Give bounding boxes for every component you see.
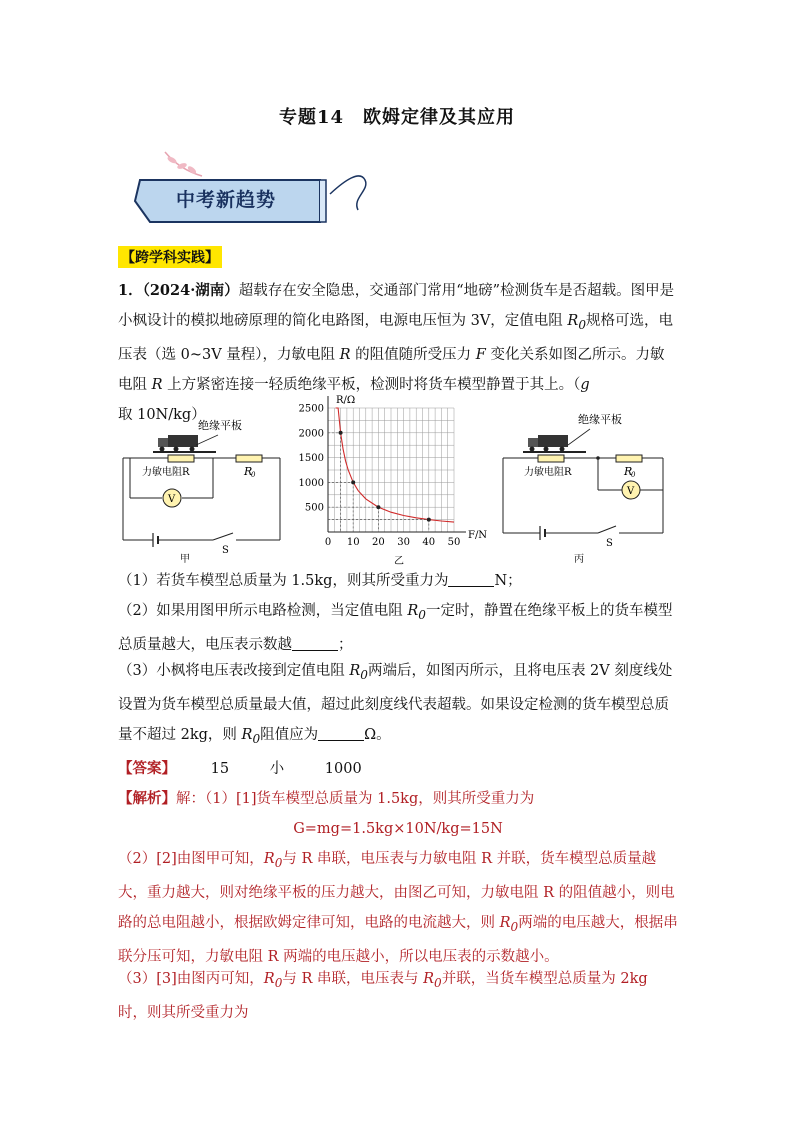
truck-icon [158,435,198,452]
analysis-part-3: （3）[3]由图丙可知，$R_0$与 R 串联，电压表与 $R_0$并联，当货车模型总质量为 2kg 时，则其所受重力为 [118,971,648,1021]
answer-blank [318,726,364,741]
voltmeter-icon: V [627,486,635,497]
analysis-formula: G=mg=1.5kg×10N/kg=15N [293,821,503,837]
voltmeter-icon: V [168,494,176,505]
sub-question-1: （1）若货车模型总质量为 1.5kg，则其所受重力为 N； [118,573,522,589]
svg-text:R: R [624,465,633,478]
svg-text:S: S [606,538,613,549]
y-tick-label: 1500 [298,453,324,465]
svg-text:0: 0 [251,471,256,479]
x-tick-label: 50 [447,537,461,548]
analysis-part-2: （2）[2]由图甲可知，$R_0$与 R 串联，电压表与力敏电阻 R 并联，货车模型总质量越大，重力越大，则对绝缘平板的压力越大，由图乙可知，力敏电阻 R 的阻值越小，则电路的总电阻越小，根据欧姆定律可知，电路的电流越大，则 $R_0$两端的电压越大，根据串联分压可知，力敏电阻 R 两端的电压越小，所以电压表的示数越小。 [118,851,678,965]
sub-question-2: （2）如果用图甲所示电路检测，当定值电阻 $R_0$一定时，静置在绝缘平板上的货车模型总质量越大，电压表示数越 ； [118,603,673,653]
x-tick-label: 0 [324,537,332,548]
sensor-label: 力敏电阻R [524,467,572,478]
truck-icon [528,435,568,452]
switch-icon [598,526,616,533]
plate-label: 绝缘平板 [578,413,622,426]
data-point [427,518,431,522]
page-title: 专题14 欧姆定律及其应用 [278,107,516,128]
y-tick-label: 2500 [298,403,324,415]
x-tick-label: 30 [397,537,410,548]
answer-blank [448,572,494,587]
graph-x-label: F/N [468,530,488,541]
figure-caption-yi: 乙 [394,556,404,567]
svg-text:R: R [244,465,253,478]
plate-label: 绝缘平板 [198,419,242,432]
answer-label: 【答案】 [118,760,176,777]
circuit-diagram-bing [498,405,670,565]
graph-y-label: R/Ω [336,395,356,406]
circuit-diagram-jia [118,405,288,565]
section-tag: 【跨学科实践】 [118,246,222,268]
resistance-force-graph [292,392,492,570]
y-tick-label: 2000 [298,428,324,440]
switch-icon [213,533,233,540]
x-tick-label: 10 [346,537,360,548]
question-number: 1． [118,282,143,299]
answer-value-3: 1000 [324,761,362,777]
sub-question-3: （3）小枫将电压表改接到定值电阻 $R_0$两端后，如图丙所示，且将电压表 2V 刻度线处设置为货车模型总质量最大值，超过此刻度线代表超载。如果设定检测的货车模型总质量不超过 2kg，则 $R_0$阻值应为 Ω。 [118,663,673,746]
x-tick-label: 40 [422,537,436,548]
answer-line [118,754,678,784]
figure-caption-jia: 甲 [180,554,190,565]
banner-label: 中考新趋势 [176,189,277,211]
answer-value-2: 小 [269,761,285,777]
sensor-label: 力敏电阻R [142,467,190,478]
question-stem: 1．（2024·湖南）超载存在安全隐患，交通部门常用“地磅”检测货车是否超载。图甲是小枫设计的模拟地磅原理的简化电路图，电源电压恒为 3V，定值电阻 $R_0$规格可选，电压表（选 0~3V 量程），力敏电阻 R 的阻值随所受压力 F 变化关系如图乙所示。力敏电阻 R 上方紧密连接一轻质绝缘平板，检测时将货车模型静置于其上。（g 取 10N/kg） [118,282,675,423]
analysis-intro: 【解析】解：（1）[1]货车模型总质量为 1.5kg，则其所受重力为 [118,790,535,807]
y-tick-label: 1000 [298,477,324,489]
x-tick-label: 20 [372,537,385,548]
question-source: （2024·湖南） [142,282,239,299]
data-point [376,505,380,509]
data-point [351,480,355,484]
data-point [339,431,343,435]
svg-text:0: 0 [631,471,636,479]
figure-caption-bing: 丙 [574,554,584,565]
y-tick-label: 500 [304,502,324,514]
svg-text:S: S [222,545,229,556]
answer-value-1: 15 [210,761,230,777]
answer-blank [292,636,338,651]
analysis-label: 【解析】 [118,790,176,807]
